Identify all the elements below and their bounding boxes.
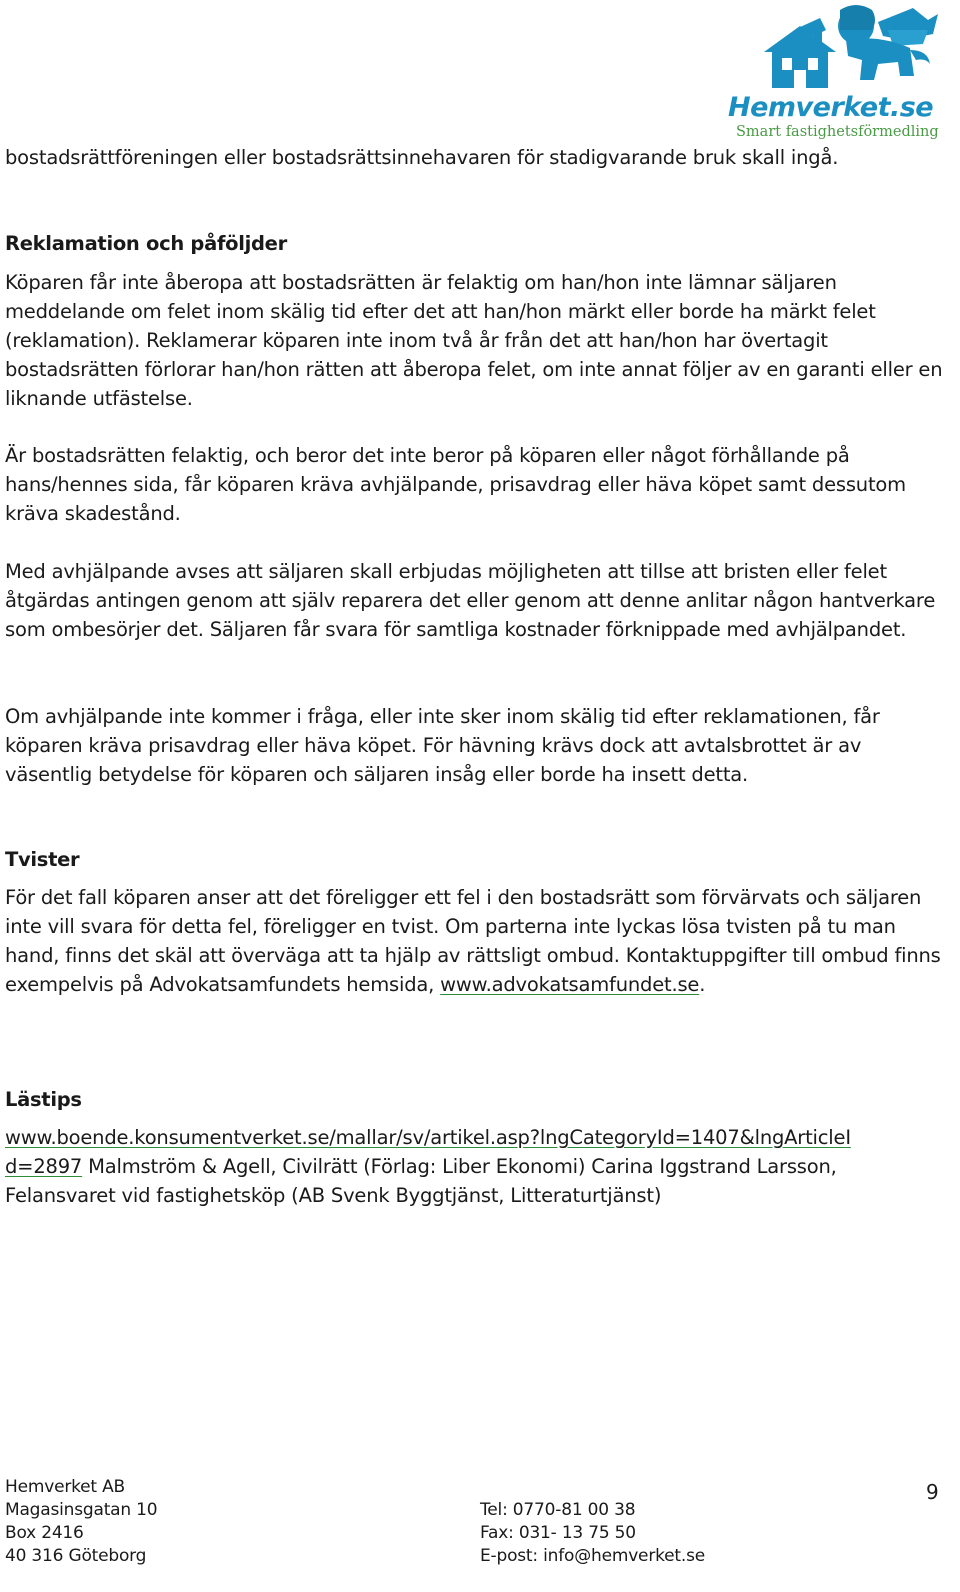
tvister-period: . xyxy=(699,973,706,996)
footer-box: Box 2416 xyxy=(5,1523,84,1543)
reklamation-paragraph-2: Är bostadsrätten felaktig, och beror det inte beror på köparen eller något förhållande på hans/hennes sida, får köparen kräva avhjälpande, prisavdrag eller häva köpet samt dessutom kräva skadestånd. xyxy=(5,444,906,525)
page-number: 9 xyxy=(926,1480,939,1504)
heading-lastips: Lästips xyxy=(5,1088,82,1111)
tvister-paragraph xyxy=(5,883,945,999)
lastips-text: Malmström & Agell, Civilrätt (Förlag: Liber Ekonomi) Carina Iggstrand Larsson, Felansvaret vid fastighetsköp (AB Svenk Byggtjänst, Litteraturtjänst) xyxy=(5,1155,837,1207)
heading-tvister: Tvister xyxy=(5,848,80,871)
reklamation-paragraph-3: Med avhjälpande avses att säljaren skall erbjudas möjligheten att tillse att bristen eller felet åtgärdas antingen genom att själv reparera det eller genom att denne anlitar någon hantverkare som ombesörjer det. Säljaren får svara för samtliga kostnader förknippade med avhjälpandet. xyxy=(5,560,936,641)
advokatsamfundet-link[interactable]: www.advokatsamfundet.se xyxy=(440,973,700,996)
heading-reklamation: Reklamation och påföljder xyxy=(5,232,287,255)
footer-street: Magasinsgatan 10 xyxy=(5,1500,158,1520)
konsumentverket-link-continued[interactable]: d=2897 xyxy=(5,1155,83,1178)
intro-line: bostadsrättföreningen eller bostadsrättsinnehavaren för stadigvarande bruk skall ingå. xyxy=(5,146,839,169)
footer-tel: Tel: 0770-81 00 38 xyxy=(480,1500,636,1520)
footer-city: 40 316 Göteborg xyxy=(5,1546,147,1566)
reklamation-paragraph-4: Om avhjälpande inte kommer i fråga, eller inte sker inom skälig tid efter reklamationen, får köparen kräva prisavdrag eller häva köpet. För hävning krävs dock att avtalsbrottet är av väsentlig betydelse för köparen och säljaren insåg eller borde ha insett detta. xyxy=(5,705,880,786)
logo-wordmark: Hemverket.se xyxy=(728,92,934,123)
lastips-paragraph xyxy=(5,1123,945,1210)
lion-house-emblem-icon xyxy=(728,0,948,96)
tvister-text: För det fall köparen anser att det föreligger ett fel i den bostadsrätt som förvärvats och säljaren inte vill svara för detta fel, föreligger en tvist. Om parterna inte lyckas lösa tvisten på tu man hand, finns det skäl att överväga att ta hjälp av rättsligt ombud. Kontaktuppgifter till ombud finns exempelvis på Advokatsamfundets hemsida, xyxy=(5,886,941,996)
footer-fax: Fax: 031- 13 75 50 xyxy=(480,1523,636,1543)
company-logo xyxy=(728,0,948,146)
logo-tagline: Smart fastighetsförmedling xyxy=(736,124,939,140)
reklamation-paragraph-1: Köparen får inte åberopa att bostadsrätten är felaktig om han/hon inte lämnar säljaren meddelande om felet inom skälig tid efter det att han/hon märkt eller borde ha märkt felet (reklamation). Reklamerar köparen inte inom två år från det att han/hon har övertagit bostadsrätten förlorar han/hon rätten att åberopa felet, om inte annat följer av en garanti eller en liknande utfästelse. xyxy=(5,271,943,410)
footer-company: Hemverket AB xyxy=(5,1477,125,1497)
footer-email: E-post: info@hemverket.se xyxy=(480,1546,705,1566)
konsumentverket-link[interactable]: www.boende.konsumentverket.se/mallar/sv/artikel.asp?lngCategoryId=1407&lngArticleI xyxy=(5,1126,851,1149)
